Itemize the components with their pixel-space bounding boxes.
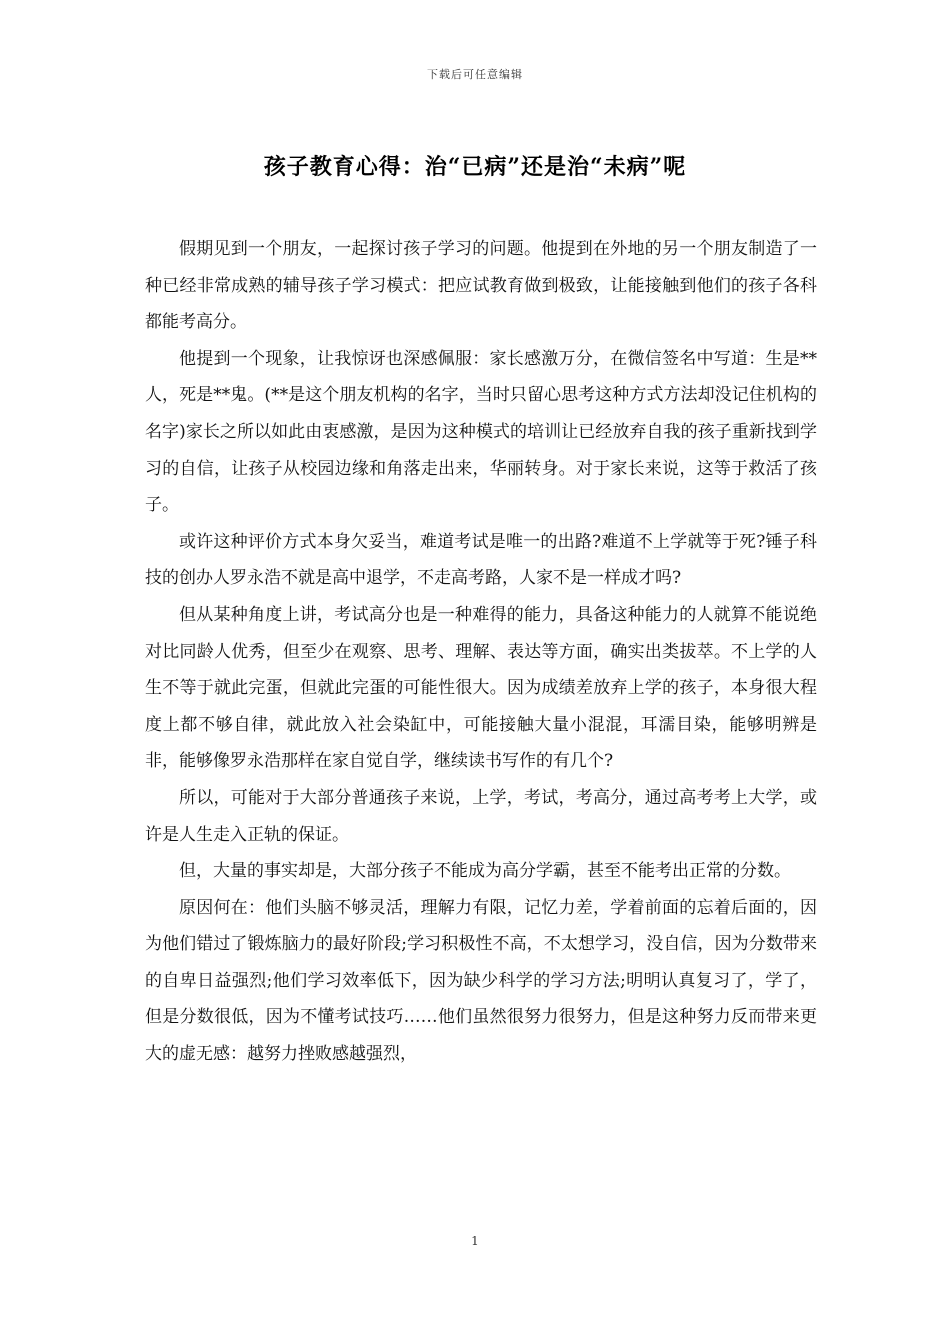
page-number: 1	[471, 1234, 479, 1248]
header-note: 下载后可任意编辑	[427, 68, 523, 81]
paragraph-4: 但从某种角度上讲，考试高分也是一种难得的能力，具备这种能力的人就算不能说绝对比同龄人优秀，但至少在观察、思考、理解、表达等方面，确实出类拔萃。不上学的人生不等于就此完蛋，但就此完蛋的可能性很大。因为成绩差放弃上学的孩子，本身很大程度上都不够自律，就此放入社会染缸中，可能接触大量小混混，耳濡目染，能够明辨是非，能够像罗永浩那样在家自觉自学，继续读书写作的有几个?	[145, 604, 817, 772]
paragraph-6: 但，大量的事实却是，大部分孩子不能成为高分学霸，甚至不能考出正常的分数。	[179, 861, 791, 882]
paragraph-1: 假期见到一个朋友，一起探讨孩子学习的问题。他提到在外地的另一个朋友制造了一种已经非常成熟的辅导孩子学习模式：把应试教育做到极致，让能接触到他们的孩子各科都能考高分。	[145, 239, 817, 333]
paragraph-5: 所以，可能对于大部分普通孩子来说，上学，考试，考高分，通过高考考上大学，或许是人生走入正轨的保证。	[145, 787, 817, 845]
document-title: 孩子教育心得：治“已病”还是治“未病”呢	[263, 154, 687, 180]
document-body	[145, 231, 817, 1073]
paragraph-3: 或许这种评价方式本身欠妥当，难道考试是唯一的出路?难道不上学就等于死?锤子科技的创办人罗永浩不就是高中退学，不走高考路，人家不是一样成才吗?	[145, 531, 817, 589]
paragraph-2: 他提到一个现象，让我惊讶也深感佩服：家长感激万分，在微信签名中写道：生是**人，死是**鬼。(**是这个朋友机构的名字，当时只留心思考这种方式方法却没记住机构的名字)家长之所以如此由衷感激，是因为这种模式的培训让已经放弃自我的孩子重新找到学习的自信，让孩子从校园边缘和角落走出来，华丽转身。对于家长来说，这等于救活了孩子。	[145, 348, 817, 516]
paragraph-7: 原因何在：他们头脑不够灵活，理解力有限，记忆力差，学着前面的忘着后面的，因为他们错过了锻炼脑力的最好阶段;学习积极性不高，不太想学习，没自信，因为分数带来的自卑日益强烈;他们学习效率低下，因为缺少科学的学习方法;明明认真复习了，学了，但是分数很低，因为不懂考试技巧……他们虽然很努力很努力，但是这种努力反而带来更大的虚无感：越努力挫败感越强烈，	[145, 897, 817, 1065]
